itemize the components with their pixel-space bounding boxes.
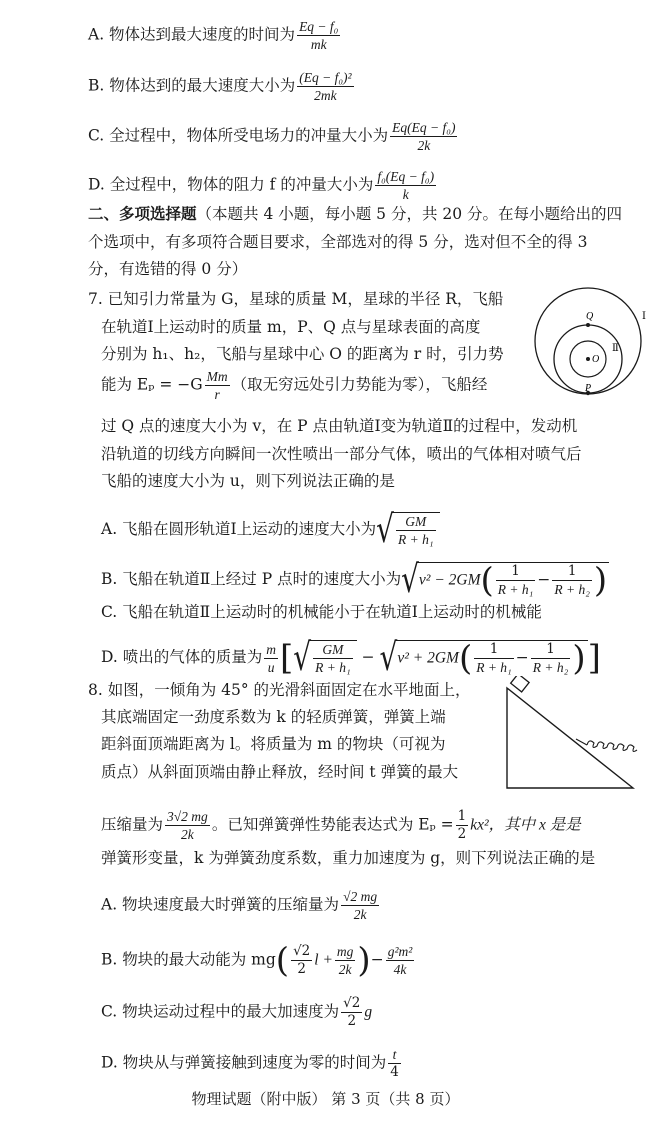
fraction (297, 69, 353, 104)
center-dot (586, 357, 590, 361)
q7-text: （取无穷远处引力势能为零），飞船经 (231, 375, 488, 394)
fraction (341, 995, 362, 1030)
q8-option-c (101, 995, 372, 1030)
fraction (313, 641, 353, 676)
sqrt: √ $\frac{GM}{\text{R + h₁}}$ (376, 512, 439, 548)
fraction (496, 563, 536, 598)
section-instructions-line2: 个选项中，有多项符合题目要求，全部选对的得 5 分，选对但不全的得 3 (88, 233, 588, 251)
q7-line5: 过 Q 点的速度大小为 v，在 P 点由轨道Ⅰ变为轨道Ⅱ的过程中，发动机 (101, 417, 578, 435)
option-text: B. 飞船在轨道Ⅱ上经过 P 点时的速度大小为 (101, 570, 402, 588)
fraction-denominator: k (402, 187, 409, 202)
q7-option-b (101, 557, 609, 602)
q7-line4 (101, 368, 487, 403)
expression: v² − 2GM (418, 571, 481, 589)
fraction (386, 943, 415, 978)
fraction (375, 168, 436, 203)
q7-line2: 在轨道Ⅰ上运动时的质量 m，P、Q 点与星球表面的高度 (101, 318, 481, 336)
q7-line7: 飞船的速度大小为 u，则下列说法正确的是 (101, 472, 395, 490)
q8-text: kx²，其中 x 是是 (470, 816, 581, 834)
fraction-denominator: 2k (338, 962, 352, 977)
sqrt: √v² − 2GM( $\frac{1}{\text{R + h₁}}$ − $\frac{1}{\text{R + h₂}}$ ) (401, 557, 608, 602)
fraction-denominator: R + h₁ (315, 660, 351, 675)
fraction (335, 943, 356, 978)
fraction-numerator: m (266, 641, 276, 657)
sqrt: √v² + 2GM( $\frac{1}{\text{R + h₁}}$ − $\frac{1}{\text{R + h₂}}$ ) (379, 635, 586, 680)
fraction-denominator: 2 (457, 826, 467, 842)
fraction-denominator: 4 (390, 1064, 399, 1080)
q8-text: 压缩量为 (101, 815, 164, 834)
q8-line4: 质点）从斜面顶端由静止释放，经时间 t 弹簧的最大 (101, 763, 459, 781)
option-text: A. 飞船在圆形轨道Ⅰ上运动的速度大小为 (101, 520, 377, 538)
q8-text: 。已知弹簧弹性势能表达式为 Eₚ = (211, 815, 454, 834)
option-text: D. 物块从与弹簧接触到速度为零的时间为 (101, 1053, 387, 1072)
fraction (531, 641, 571, 676)
fraction (341, 888, 379, 923)
fraction-denominator: R + h₂ (532, 660, 569, 675)
section-instructions: （本题共 4 小题，每小题 5 分，共 20 分。在每小题给出的四 (196, 205, 623, 223)
fraction-denominator: u (267, 659, 275, 675)
q7-line1: 7. 已知引力常量为 G，星球的质量 M，星球的半径 R，飞船 (88, 290, 504, 308)
fraction (456, 808, 469, 843)
fraction (552, 563, 592, 598)
fraction-numerator: 1 (474, 641, 514, 659)
fraction-denominator: 2k (181, 827, 194, 842)
fraction-denominator: R + h₁ (497, 582, 534, 597)
section-header (88, 203, 622, 225)
fraction-denominator: 2 (297, 961, 306, 977)
fraction-numerator: t (388, 1046, 401, 1064)
option-text: C. 全过程中，物体所受电场力的冲量大小为 (88, 126, 389, 145)
option-text: A. 物体达到最大速度的时间为 (88, 25, 296, 44)
q8-line1: 8. 如图，一倾角为 45° 的光滑斜面固定在水平地面上， (88, 681, 471, 699)
q7-line3: 分别为 h₁、h₂，飞船与星球中心 O 的距离为 r 时，引力势 (101, 345, 504, 363)
expression: l + (314, 951, 333, 969)
option-text: D. 全过程中，物体的阻力 f 的冲量大小为 (88, 175, 374, 194)
fraction (291, 943, 312, 978)
option-text: C. 物块运动过程中的最大加速度为 (101, 1002, 340, 1021)
q8-line6: 弹簧形变量，k 为弹簧劲度系数，重力加速度为 g，则下列说法正确的是 (101, 849, 596, 867)
option-text: B. 物体达到的最大速度大小为 (88, 76, 296, 95)
fraction (165, 808, 210, 843)
fraction-numerator: √2 (293, 943, 311, 959)
fraction-denominator: 2k (417, 138, 431, 153)
fraction-numerator: g²m² (387, 944, 413, 959)
fraction-numerator: f₀(Eq − f₀) (377, 169, 435, 184)
section-instructions-line3: 分，有选错的得 0 分） (88, 260, 248, 278)
orbit-diagram (530, 285, 650, 397)
page-footer: 物理试题（附中版） 第 3 页（共 8 页） (191, 1090, 460, 1108)
fraction-numerator: Eq(Eq − f₀) (392, 120, 456, 135)
label-p: P (585, 383, 592, 394)
option-c-prev (88, 119, 459, 154)
minus: − (370, 950, 384, 969)
fraction-numerator: √2 mg (343, 889, 378, 904)
fraction-numerator: 1 (552, 563, 592, 581)
fraction-denominator: 2k (353, 907, 367, 922)
fraction-numerator: GM (396, 513, 436, 531)
fraction (390, 119, 457, 154)
fraction-numerator: 3√2 mg (167, 809, 208, 824)
option-a-prev (88, 18, 342, 53)
label-o: O (592, 354, 600, 365)
option-text: D. 喷出的气体的质量为 (101, 648, 263, 666)
fraction-denominator: R + h₁ (476, 660, 512, 675)
q7-option-c: C. 飞船在轨道Ⅱ上运动时的机械能小于在轨道Ⅰ上运动时的机械能 (101, 603, 542, 621)
point-q (586, 323, 590, 327)
fraction-numerator: GM (313, 641, 353, 659)
fraction-numerator: mg (336, 944, 354, 959)
block (511, 676, 529, 692)
section-title: 二、多项选择题 (88, 205, 197, 223)
q8-line5 (101, 808, 581, 843)
fraction-numerator: 1 (457, 808, 467, 824)
q7-line6: 沿轨道的切线方向瞬间一次性喷出一部分气体，喷出的气体相对喷气后 (101, 445, 582, 463)
fraction (388, 1046, 401, 1081)
option-b-prev (88, 69, 356, 104)
fraction-numerator: 1 (496, 563, 536, 581)
fraction-numerator: 1 (531, 641, 571, 659)
q8-option-b: B. 物块的最大动能为 mg( $\frac{√2}{2}$ l + $\frac{mg}{2k}$ )− $\frac{\text{g²m²}}{4k}$ (101, 940, 413, 981)
q7-option-a (101, 507, 440, 552)
q8-line2: 其底端固定一劲度系数为 k 的轻质弹簧，弹簧上端 (101, 708, 446, 726)
fraction (474, 641, 514, 676)
fraction-denominator: mk (310, 37, 327, 52)
fraction-numerator: √2 (343, 995, 361, 1011)
fraction-numerator: Mm (206, 369, 228, 384)
fraction-denominator: r (214, 387, 220, 402)
expression: g (364, 1003, 373, 1021)
fraction-numerator: Eq − f₀ (299, 19, 339, 34)
fraction (205, 368, 230, 403)
incline (507, 688, 633, 788)
option-text: B. 物块的最大动能为 mg (101, 950, 276, 969)
incline-diagram (495, 676, 645, 794)
fraction-denominator: R + h₂ (554, 582, 590, 597)
fraction-denominator: R + h₁ (398, 532, 434, 547)
q7-text: 能为 Eₚ = −G (101, 375, 203, 394)
q8-option-d (101, 1046, 403, 1081)
option-d-prev (88, 168, 438, 203)
q7-option-d: D. 喷出的气体的质量为 $\frac{m}{u}$ [√ $\frac{GM}{\text{R + h₁}}$ − √v² + 2GM( $\frac{1}{\text{R + h₁}}$ − $\frac{1}{\text{R + h₂}}$ )] (101, 635, 601, 680)
label-orbit-ii: Ⅱ (612, 343, 619, 354)
fraction (297, 18, 340, 53)
fraction (264, 641, 278, 676)
fraction-denominator: 2mk (314, 88, 337, 103)
fraction-numerator: (Eq − f₀)² (299, 70, 352, 85)
q8-option-a (101, 888, 381, 923)
label-orbit-i: Ⅰ (642, 311, 646, 322)
q8-line3: 距斜面顶端距离为 l。将质量为 m 的物块（可视为 (101, 735, 446, 753)
expression: v² + 2GM (397, 649, 459, 667)
fraction (396, 513, 436, 548)
fraction-denominator: 2 (347, 1013, 357, 1029)
sqrt: √ $\frac{GM}{\text{R + h₁}}$ (293, 640, 356, 676)
option-text: A. 物块速度最大时弹簧的压缩量为 (101, 895, 340, 914)
label-q: Q (586, 311, 594, 322)
fraction-denominator: 4k (393, 962, 407, 977)
